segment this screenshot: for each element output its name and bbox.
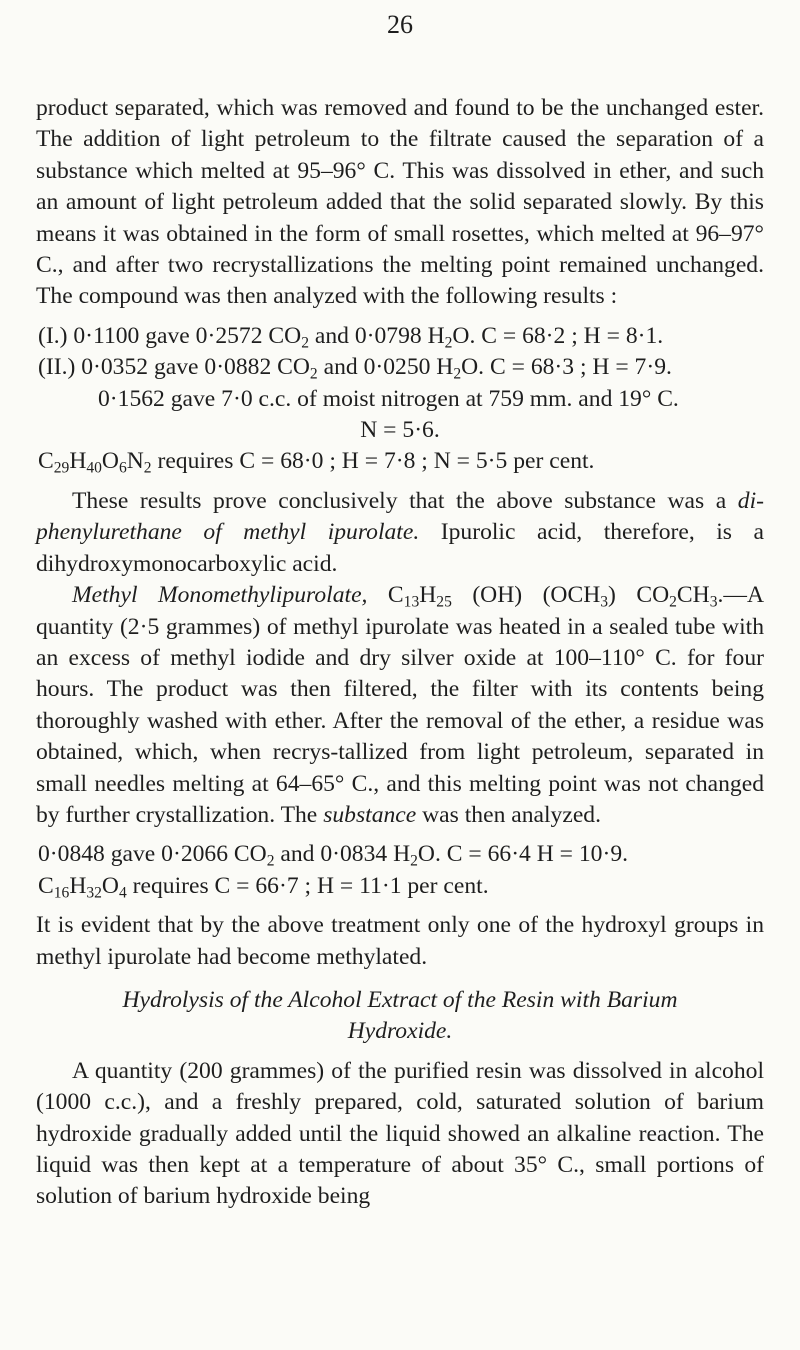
analysis-line-5: 0·0848 gave 0·2066 $CO_2$ and 0·0834 $H_2O$. C = 66·4 H = 10·9. — [38, 841, 629, 870]
paragraph-4: It is evident that by the above treatment only one of the hydroxyl groups in methyl ipurolate had become methylated. — [36, 912, 764, 970]
analysis-line-4: N = 5·6. — [360, 417, 440, 444]
paragraph-2: These results prove conclusively that the above substance was a di-phenylurethane of methyl ipurolate. Ipurolic acid, therefore, is a dihydroxymonocarboxylic acid. — [36, 487, 764, 577]
page-body — [36, 93, 764, 1213]
analysis-line-3: 0·1562 gave 7·0 c.c. of moist nitrogen at 759 mm. and 19° C. — [98, 385, 679, 412]
paragraph-5: A quantity (200 grammes) of the purified resin was dissolved in alcohol (1000 c.c.), and a freshly prepared, cold, saturated solution of barium hydroxide gradually added until the liquid showed an alkaline reaction. The liquid was then kept at a temperature of about 35° C., small portions of solution of barium hydroxide being — [36, 1057, 764, 1210]
paragraph-1: product separated, which was removed and found to be the unchanged ester. The addition of light petroleum to the filtrate caused the separation of a substance which melted at 95–96° C. This was dissolved in ether, and such an amount of light petroleum added that the solid separated slowly. By this means it was obtained in the form of small rosettes, which melted at 96–97° C., and after two recrystallizations the melting point remained unchanged. The compound was then analyzed with the following results : — [36, 95, 764, 310]
paragraph-3: Methyl Monomethylipurolate, $C_{13}H_{25}$ (OH) $(OCH_3)$ $CO_2CH_3.—A$ quantity (2·5 grammes) of methyl ipurolate was heated in a sealed tube with an excess of methyl iodide and dry silver oxide at 100–110° C. for four hours. The product was then filtered, the filter with its contents being thoroughly washed with ether. After the removal of the ether, a residue was obtained, which, when recrys-tallized from light petroleum, separated in small needles melting at 64–65° C., and this melting point was not changed by further crystallization. The substance was then analyzed. — [36, 582, 765, 828]
analysis-block-1 — [36, 321, 764, 478]
analysis-line-1: (I.) 0·1100 gave 0·2572 $CO_2$ and 0·0798 $H_2O$. C = 68·2 ; H = 8·1. — [38, 322, 664, 352]
section-heading — [36, 985, 764, 1048]
formula-requirement-1: $C_{29}H_{40}O_6N_2$ requires C = 68·0 ; H = 7·8 ; N = 5·5 per cent. — [38, 448, 595, 477]
section-heading-line-2: Hydroxide. — [347, 1018, 453, 1045]
formula-requirement-2: $C_{16}H_{32}O_4$ requires C = 66·7 ; H = 11·1 per cent. — [38, 872, 489, 902]
analysis-line-2: (II.) 0·0352 gave 0·0882 $CO_2$ and 0·0250 $H_2O$. C = 68·3 ; H = 7·9. — [38, 354, 672, 383]
page-number: 26 — [387, 10, 413, 39]
analysis-block-2 — [36, 839, 764, 902]
section-heading-line-1: Hydrolysis of the Alcohol Extract of the Resin with Barium — [122, 986, 678, 1013]
